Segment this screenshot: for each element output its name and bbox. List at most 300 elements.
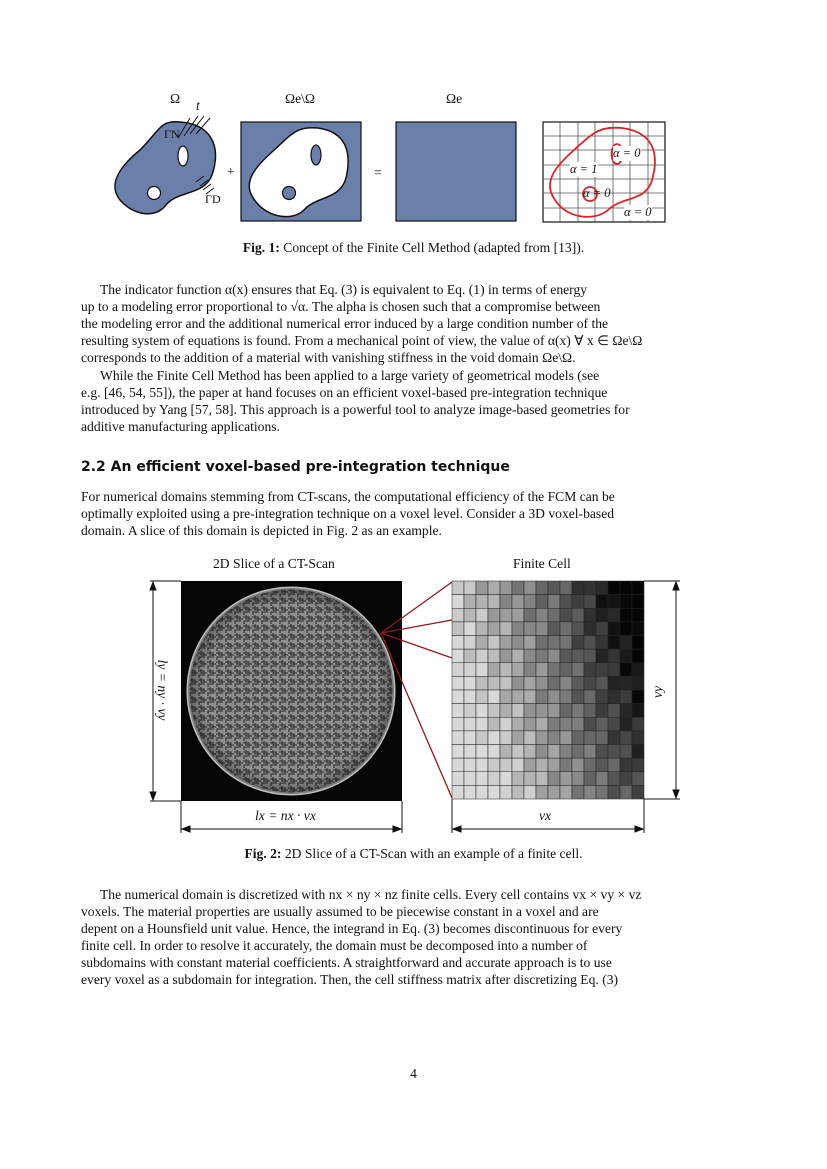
voxel-cell [536, 785, 548, 799]
voxel-cell [512, 663, 524, 677]
figure-2-caption-prefix: Fig. 2: [244, 846, 282, 861]
voxel-cell [608, 731, 620, 745]
voxel-cell [548, 772, 560, 786]
voxel-cell [488, 622, 500, 636]
voxel-cell [572, 731, 584, 745]
voxel-cell [500, 581, 512, 595]
voxel-cell [452, 758, 464, 772]
voxel-cell [548, 785, 560, 799]
voxel-cell [596, 663, 608, 677]
voxel-cell [608, 608, 620, 622]
text-line: The indicator function α(x) ensures that Eq. (3) is equivalent to Eq. (1) in terms of energy [100, 282, 588, 297]
voxel-cell [524, 731, 536, 745]
voxel-cell [524, 704, 536, 718]
voxel-cell [476, 745, 488, 759]
voxel-cell [620, 690, 632, 704]
voxel-cell [536, 636, 548, 650]
voxel-cell [572, 663, 584, 677]
voxel-cell [500, 636, 512, 650]
voxel-cell [476, 772, 488, 786]
voxel-cell [632, 758, 644, 772]
voxel-cell [452, 622, 464, 636]
label-ly-dimension: ly = ny · vy [155, 659, 170, 721]
voxel-cell [596, 690, 608, 704]
voxel-cell [476, 676, 488, 690]
voxel-cell [632, 717, 644, 731]
voxel-cell [536, 704, 548, 718]
voxel-cell [488, 676, 500, 690]
voxel-cell [560, 785, 572, 799]
voxel-cell [608, 649, 620, 663]
voxel-cell [476, 731, 488, 745]
voxel-cell [500, 622, 512, 636]
voxel-cell [536, 758, 548, 772]
voxel-cell [620, 772, 632, 786]
voxel-cell [464, 745, 476, 759]
voxel-cell [548, 636, 560, 650]
voxel-cell [620, 758, 632, 772]
label-omega: Ω [170, 91, 181, 106]
voxel-cell [464, 758, 476, 772]
voxel-cell [488, 690, 500, 704]
voxel-cell [512, 717, 524, 731]
voxel-cell [560, 745, 572, 759]
voxel-cell [488, 663, 500, 677]
voxel-cell [524, 595, 536, 609]
voxel-cell [452, 676, 464, 690]
voxel-cell [488, 717, 500, 731]
voxel-cell [584, 622, 596, 636]
voxel-cell [524, 690, 536, 704]
voxel-cell [608, 690, 620, 704]
voxel-cell [512, 785, 524, 799]
voxel-cell [632, 690, 644, 704]
voxel-cell [620, 663, 632, 677]
voxel-cell [632, 636, 644, 650]
voxel-cell [464, 636, 476, 650]
voxel-cell [584, 785, 596, 799]
voxel-cell [536, 622, 548, 636]
text-line: domain. A slice of this domain is depicted in Fig. 2 as an example. [81, 523, 442, 539]
voxel-cell [572, 690, 584, 704]
figure-2 [0, 570, 827, 840]
voxel-cell [560, 731, 572, 745]
voxel-cell [584, 758, 596, 772]
voxel-cell [608, 717, 620, 731]
voxel-cell [632, 676, 644, 690]
voxel-cell [488, 785, 500, 799]
figure-1-caption-prefix: Fig. 1: [242, 240, 280, 255]
voxel-cell [572, 581, 584, 595]
voxel-cell [452, 704, 464, 718]
voxel-cell [464, 772, 476, 786]
figure-2-title-left: 2D Slice of a CT-Scan [213, 556, 335, 571]
voxel-cell [512, 622, 524, 636]
figure-2-caption-text: 2D Slice of a CT-Scan with an example of a finite cell. [284, 846, 583, 861]
voxel-cell [452, 608, 464, 622]
voxel-cell [524, 663, 536, 677]
voxel-cell [548, 663, 560, 677]
equals-sign: = [374, 165, 382, 180]
voxel-cell [548, 690, 560, 704]
voxel-cell [476, 649, 488, 663]
voxel-cell [596, 758, 608, 772]
voxel-cell [488, 758, 500, 772]
plus-sign: + [227, 164, 235, 179]
text-line: depent on a Hounsfield unit value. Hence, the integrand in Eq. (3) becomes discontinuous for every [81, 921, 623, 937]
voxel-cell [524, 649, 536, 663]
voxel-cell [452, 690, 464, 704]
voxel-cell [620, 785, 632, 799]
label-gamma-d: ΓD [205, 192, 221, 206]
voxel-cell [512, 758, 524, 772]
omega-e-box [396, 122, 516, 221]
voxel-cell [548, 622, 560, 636]
voxel-cell [596, 608, 608, 622]
voxel-cell [584, 731, 596, 745]
voxel-cell [608, 663, 620, 677]
voxel-cell [500, 595, 512, 609]
voxel-cell [524, 717, 536, 731]
voxel-cell [632, 704, 644, 718]
voxel-cell [476, 622, 488, 636]
voxel-cell [560, 608, 572, 622]
voxel-cell [500, 758, 512, 772]
voxel-cell [560, 622, 572, 636]
voxel-cell [464, 622, 476, 636]
voxel-cell [572, 608, 584, 622]
voxel-cell [572, 704, 584, 718]
label-lx-dimension: lx = nx · vx [255, 808, 316, 823]
voxel-cell [464, 649, 476, 663]
voxel-cell [584, 745, 596, 759]
text-line: resulting system of equations is found. From a mechanical point of view, the value of α(x) ∀ x ∈ Ωe\Ω [81, 333, 643, 349]
voxel-cell [584, 772, 596, 786]
voxel-cell [488, 581, 500, 595]
voxel-cell [476, 663, 488, 677]
voxel-cell [488, 704, 500, 718]
text-line: While the Finite Cell Method has been applied to a large variety of geometrical models (see [100, 368, 600, 383]
figure-1 [0, 0, 827, 240]
voxel-cell [512, 772, 524, 786]
text-line: every voxel as a subdomain for integration. Then, the cell stiffness matrix after discretizing Eq. (3) [81, 972, 619, 988]
voxel-cell [584, 595, 596, 609]
voxel-cell [488, 731, 500, 745]
voxel-cell [548, 595, 560, 609]
voxel-cell [464, 785, 476, 799]
label-vy-dimension: vy [650, 685, 666, 699]
voxel-cell [512, 608, 524, 622]
voxel-cell [464, 704, 476, 718]
voxel-cell [548, 676, 560, 690]
text-line: optimally exploited using a pre-integration technique on a voxel level. Consider a 3D voxel-based [81, 506, 615, 522]
voxel-cell [620, 608, 632, 622]
voxel-cell [620, 622, 632, 636]
voxel-cell [464, 717, 476, 731]
voxel-cell [632, 622, 644, 636]
voxel-cell [608, 785, 620, 799]
voxel-cell [536, 649, 548, 663]
voxel-cell [464, 731, 476, 745]
paragraph-fcm-applications [81, 367, 745, 435]
section-title: 2.2 An efficient voxel-based pre-integration technique [81, 459, 510, 475]
voxel-cell [512, 704, 524, 718]
voxel-cell [500, 663, 512, 677]
voxel-cell [608, 676, 620, 690]
voxel-cell [524, 581, 536, 595]
voxel-cell [476, 758, 488, 772]
voxel-cell [512, 676, 524, 690]
embedded-domain-outline [550, 128, 655, 217]
voxel-cell [632, 731, 644, 745]
voxel-cell [452, 731, 464, 745]
voxel-cell [452, 663, 464, 677]
label-omega-e-minus-omega: Ωe\Ω [285, 91, 316, 106]
paragraph-indicator-function [81, 281, 745, 366]
voxel-cell [548, 731, 560, 745]
voxel-cell [500, 717, 512, 731]
voxel-cell [488, 595, 500, 609]
text-line: additive manufacturing applications. [81, 419, 280, 435]
paragraph-discretization [81, 886, 745, 989]
text-line: For numerical domains stemming from CT-scans, the computational efficiency of the FCM can be [81, 489, 615, 504]
voxel-cell [536, 663, 548, 677]
voxel-cell [572, 649, 584, 663]
voxel-cell [584, 717, 596, 731]
voxel-cell [536, 772, 548, 786]
voxel-cell [512, 636, 524, 650]
voxel-cell [548, 649, 560, 663]
label-alpha-zero-upper: α = 0 [613, 146, 641, 160]
voxel-cell [476, 704, 488, 718]
voxel-cell [500, 676, 512, 690]
voxel-cell [620, 731, 632, 745]
voxel-cell [488, 608, 500, 622]
voxel-cell [584, 676, 596, 690]
voxel-cell [452, 745, 464, 759]
voxel-cell [524, 608, 536, 622]
voxel-cell [596, 636, 608, 650]
voxel-cell [536, 717, 548, 731]
voxel-cell [452, 595, 464, 609]
voxel-cell [632, 649, 644, 663]
voxel-cell [524, 636, 536, 650]
label-alpha-zero-middle: α = 0 [583, 186, 611, 200]
voxel-cell [512, 690, 524, 704]
figure-2-graphic [0, 570, 827, 840]
voxel-cell [572, 622, 584, 636]
label-alpha-one: α = 1 [570, 162, 598, 176]
voxel-cell [476, 690, 488, 704]
figure-1-graphic [0, 0, 827, 240]
voxel-cell [584, 663, 596, 677]
voxel-cell [584, 581, 596, 595]
omega-hole-upper [178, 146, 188, 166]
text-line: up to a modeling error proportional to √α. The alpha is chosen such that a compromise between [81, 299, 601, 315]
voxel-cell [560, 595, 572, 609]
voxel-cell [596, 704, 608, 718]
text-line: finite cell. In order to resolve it accurately, the domain must be decomposed into a number of [81, 938, 588, 954]
omega-e-minus-omega-ellipse [311, 145, 321, 165]
voxel-cell [512, 745, 524, 759]
voxel-cell [536, 690, 548, 704]
voxel-cell [632, 785, 644, 799]
label-alpha-zero-corner: α = 0 [624, 205, 652, 219]
voxel-cell [608, 704, 620, 718]
finite-cell-voxel-grid [452, 581, 644, 799]
voxel-cell [572, 595, 584, 609]
voxel-cell [452, 649, 464, 663]
voxel-cell [476, 785, 488, 799]
voxel-cell [608, 636, 620, 650]
voxel-cell [524, 758, 536, 772]
voxel-cell [596, 717, 608, 731]
voxel-cell [548, 581, 560, 595]
voxel-cell [584, 649, 596, 663]
voxel-cell [488, 636, 500, 650]
voxel-cell [512, 581, 524, 595]
voxel-cell [524, 772, 536, 786]
voxel-cell [500, 608, 512, 622]
voxel-cell [596, 676, 608, 690]
text-line: subdomains with constant material coefficients. A straightforward and accurate approach is to use [81, 955, 612, 971]
voxel-cell [452, 772, 464, 786]
voxel-cell [476, 581, 488, 595]
voxel-cell [488, 745, 500, 759]
voxel-cell [620, 581, 632, 595]
voxel-cell [608, 772, 620, 786]
voxel-cell [620, 717, 632, 731]
voxel-cell [560, 676, 572, 690]
figure-1-caption-text: Concept of the Finite Cell Method (adapted from [13]). [283, 240, 585, 255]
voxel-cell [452, 785, 464, 799]
voxel-cell [560, 717, 572, 731]
voxel-cell [500, 704, 512, 718]
voxel-cell [572, 717, 584, 731]
voxel-cell [584, 636, 596, 650]
voxel-cell [632, 745, 644, 759]
voxel-cell [452, 636, 464, 650]
voxel-cell [464, 595, 476, 609]
voxel-cell [608, 622, 620, 636]
voxel-cell [548, 717, 560, 731]
voxel-cell [584, 608, 596, 622]
voxel-cell [632, 772, 644, 786]
voxel-cell [464, 608, 476, 622]
voxel-cell [572, 758, 584, 772]
voxel-cell [596, 595, 608, 609]
voxel-cell [560, 772, 572, 786]
voxel-cell [548, 745, 560, 759]
figure-1-caption [0, 240, 827, 256]
voxel-cell [560, 690, 572, 704]
voxel-cell [536, 745, 548, 759]
voxel-cell [512, 595, 524, 609]
voxel-cell [548, 704, 560, 718]
label-vx-dimension: vx [539, 808, 552, 823]
voxel-cell [560, 649, 572, 663]
voxel-cell [632, 595, 644, 609]
voxel-cell [560, 758, 572, 772]
text-line: the modeling error and the additional numerical error induced by a large condition number of the [81, 316, 609, 332]
omega-e-minus-omega-circle [283, 187, 296, 200]
voxel-cell [536, 676, 548, 690]
voxel-cell [536, 608, 548, 622]
label-gamma-n: ΓN [164, 127, 180, 141]
voxel-cell [536, 731, 548, 745]
voxel-cell [452, 581, 464, 595]
voxel-cell [464, 690, 476, 704]
voxel-cell [512, 731, 524, 745]
voxel-cell [524, 676, 536, 690]
voxel-cell [476, 717, 488, 731]
label-omega-e: Ωe [446, 91, 463, 106]
voxel-cell [476, 636, 488, 650]
voxel-cell [452, 717, 464, 731]
voxel-cell [560, 581, 572, 595]
voxel-cell [596, 731, 608, 745]
voxel-cell [572, 745, 584, 759]
voxel-cell [620, 636, 632, 650]
voxel-cell [596, 622, 608, 636]
voxel-cell [608, 758, 620, 772]
figure-2-title-right: Finite Cell [513, 556, 571, 571]
voxel-cell [476, 595, 488, 609]
voxel-cell [536, 581, 548, 595]
voxel-cell [620, 649, 632, 663]
voxel-cell [596, 581, 608, 595]
voxel-cell [620, 745, 632, 759]
voxel-cell [572, 772, 584, 786]
voxel-cell [464, 581, 476, 595]
text-line: corresponds to the addition of a material with vanishing stiffness in the void domain Ωe\Ω. [81, 350, 576, 366]
voxel-cell [500, 731, 512, 745]
voxel-cell [608, 581, 620, 595]
voxel-cell [620, 676, 632, 690]
voxel-cell [560, 636, 572, 650]
voxel-cell [632, 581, 644, 595]
text-line: e.g. [46, 54, 55]), the paper at hand focuses on an efficient voxel-based pre-integration technique [81, 385, 608, 401]
figure-2-caption [0, 846, 827, 862]
voxel-cell [596, 772, 608, 786]
voxel-cell [584, 690, 596, 704]
voxel-cell [560, 704, 572, 718]
voxel-cell [512, 649, 524, 663]
voxel-cell [632, 608, 644, 622]
page-number: 4 [410, 1066, 417, 1081]
voxel-cell [608, 745, 620, 759]
voxel-cell [632, 663, 644, 677]
voxel-cell [500, 772, 512, 786]
paragraph-ct-scans [81, 488, 745, 539]
voxel-cell [500, 785, 512, 799]
voxel-cell [608, 595, 620, 609]
voxel-cell [560, 663, 572, 677]
voxel-cell [500, 745, 512, 759]
voxel-cell [464, 663, 476, 677]
voxel-cell [536, 595, 548, 609]
text-line: introduced by Yang [57, 58]. This approach is a powerful tool to analyze image-based geometries for [81, 402, 630, 418]
voxel-cell [620, 595, 632, 609]
voxel-cell [596, 745, 608, 759]
voxel-cell [488, 649, 500, 663]
voxel-cell [524, 622, 536, 636]
voxel-cell [584, 704, 596, 718]
omega-hole-lower [148, 187, 161, 200]
voxel-cell [548, 608, 560, 622]
voxel-cell [476, 608, 488, 622]
label-traction-t: t [196, 98, 200, 113]
